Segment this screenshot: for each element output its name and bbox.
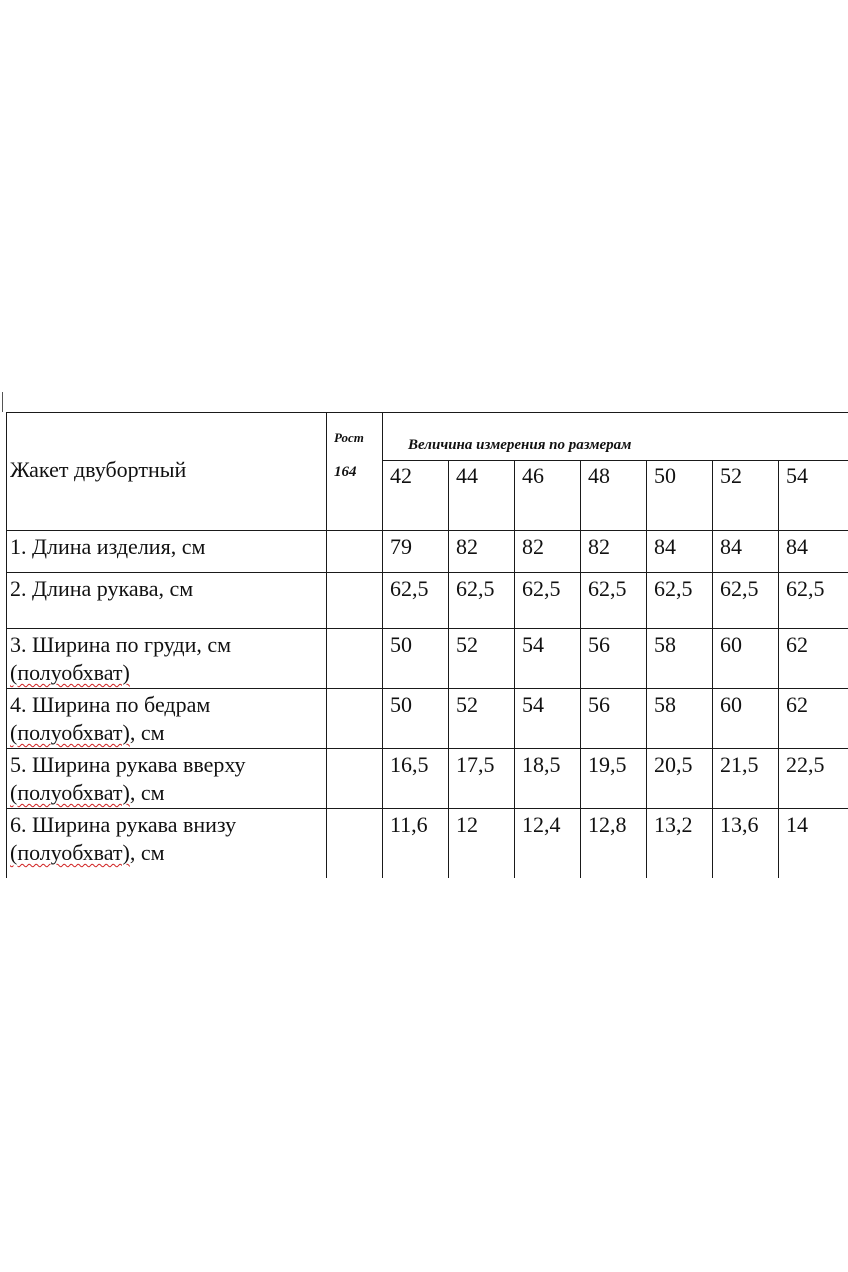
- size-value-cell: 62,5: [456, 576, 495, 601]
- size-value-cell: 62: [786, 692, 808, 717]
- row-label: 6. Ширина рукава внизу: [10, 812, 237, 837]
- size-value-cell: 54: [522, 632, 544, 657]
- size-value-cell: 13,6: [720, 812, 759, 837]
- size-value-cell: 14: [786, 812, 808, 837]
- row-label-second-line: [10, 659, 130, 687]
- spellcheck-underlined-text: (полуобхват): [10, 720, 130, 745]
- size-value-cell: 82: [456, 534, 478, 559]
- size-value-cell: 12,4: [522, 812, 561, 837]
- size-value-cell: 52: [456, 632, 478, 657]
- row-label: 2. Длина рукава, см: [10, 576, 194, 601]
- product-name: Жакет двубортный: [10, 457, 187, 482]
- row-divider: [6, 628, 848, 629]
- size-value-cell: 22,5: [786, 752, 825, 777]
- size-header-cell: 42: [390, 463, 412, 488]
- size-value-cell: 62,5: [588, 576, 627, 601]
- row-label-second-line: [10, 719, 165, 747]
- size-value-cell: 54: [522, 692, 544, 717]
- size-column-border: [712, 460, 713, 878]
- table-top-border: [6, 412, 848, 413]
- size-value-cell: 84: [654, 534, 676, 559]
- size-header-cell: 54: [786, 463, 808, 488]
- size-column-border: [514, 460, 515, 878]
- size-value-cell: 19,5: [588, 752, 627, 777]
- size-column-border: [448, 460, 449, 878]
- size-value-cell: 82: [522, 534, 544, 559]
- size-column-border: [778, 460, 779, 878]
- size-value-cell: 62,5: [522, 576, 561, 601]
- size-value-cell: 60: [720, 632, 742, 657]
- size-value-cell: 16,5: [390, 752, 429, 777]
- size-value-cell: 56: [588, 632, 610, 657]
- spellcheck-underlined-text: (полуобхват): [10, 660, 130, 685]
- size-header-cell: 50: [654, 463, 676, 488]
- row-label-unit: , см: [129, 780, 165, 805]
- row-label-second-line: [10, 779, 165, 807]
- size-value-cell: 12,8: [588, 812, 627, 837]
- size-value-cell: 50: [390, 692, 412, 717]
- size-value-cell: 84: [720, 534, 742, 559]
- size-value-cell: 62: [786, 632, 808, 657]
- size-column-border: [580, 460, 581, 878]
- sizes-header: Величина измерения по размерам: [408, 437, 632, 453]
- size-value-cell: 56: [588, 692, 610, 717]
- spellcheck-underlined-text: (полуобхват): [10, 780, 130, 805]
- row-label-second-line: [10, 839, 165, 867]
- size-value-cell: 58: [654, 632, 676, 657]
- size-value-cell: 62,5: [654, 576, 693, 601]
- row-divider: [6, 572, 848, 573]
- size-value-cell: 50: [390, 632, 412, 657]
- size-value-cell: 58: [654, 692, 676, 717]
- size-value-cell: 20,5: [654, 752, 693, 777]
- size-value-cell: 18,5: [522, 752, 561, 777]
- height-label: Рост: [334, 430, 364, 445]
- spellcheck-underlined-text: (полуобхват): [10, 840, 130, 865]
- row-label-unit: , см: [129, 840, 165, 865]
- height-value: 164: [334, 464, 357, 480]
- row-divider: [6, 530, 848, 531]
- size-value-cell: 17,5: [456, 752, 495, 777]
- row-label: 5. Ширина рукава вверху: [10, 752, 246, 777]
- row-divider: [6, 688, 848, 689]
- size-header-cell: 48: [588, 463, 610, 488]
- size-value-cell: 12: [456, 812, 478, 837]
- size-value-cell: 62,5: [720, 576, 759, 601]
- size-value-cell: 11,6: [390, 812, 428, 837]
- size-value-cell: 62,5: [390, 576, 429, 601]
- size-header-cell: 52: [720, 463, 742, 488]
- size-value-cell: 84: [786, 534, 808, 559]
- size-value-cell: 13,2: [654, 812, 693, 837]
- row-divider: [6, 748, 848, 749]
- row-label: 3. Ширина по груди, см: [10, 632, 232, 657]
- size-header-cell: 44: [456, 463, 478, 488]
- size-value-cell: 82: [588, 534, 610, 559]
- size-value-cell: 79: [390, 534, 412, 559]
- size-value-cell: 21,5: [720, 752, 759, 777]
- size-value-cell: 52: [456, 692, 478, 717]
- size-header-cell: 46: [522, 463, 544, 488]
- row-divider: [6, 808, 848, 809]
- size-value-cell: 60: [720, 692, 742, 717]
- row-label: 1. Длина изделия, см: [10, 534, 206, 559]
- row-label: 4. Ширина по бедрам: [10, 692, 211, 717]
- size-column-border: [646, 460, 647, 878]
- size-value-cell: 62,5: [786, 576, 825, 601]
- row-label-unit: , см: [129, 720, 165, 745]
